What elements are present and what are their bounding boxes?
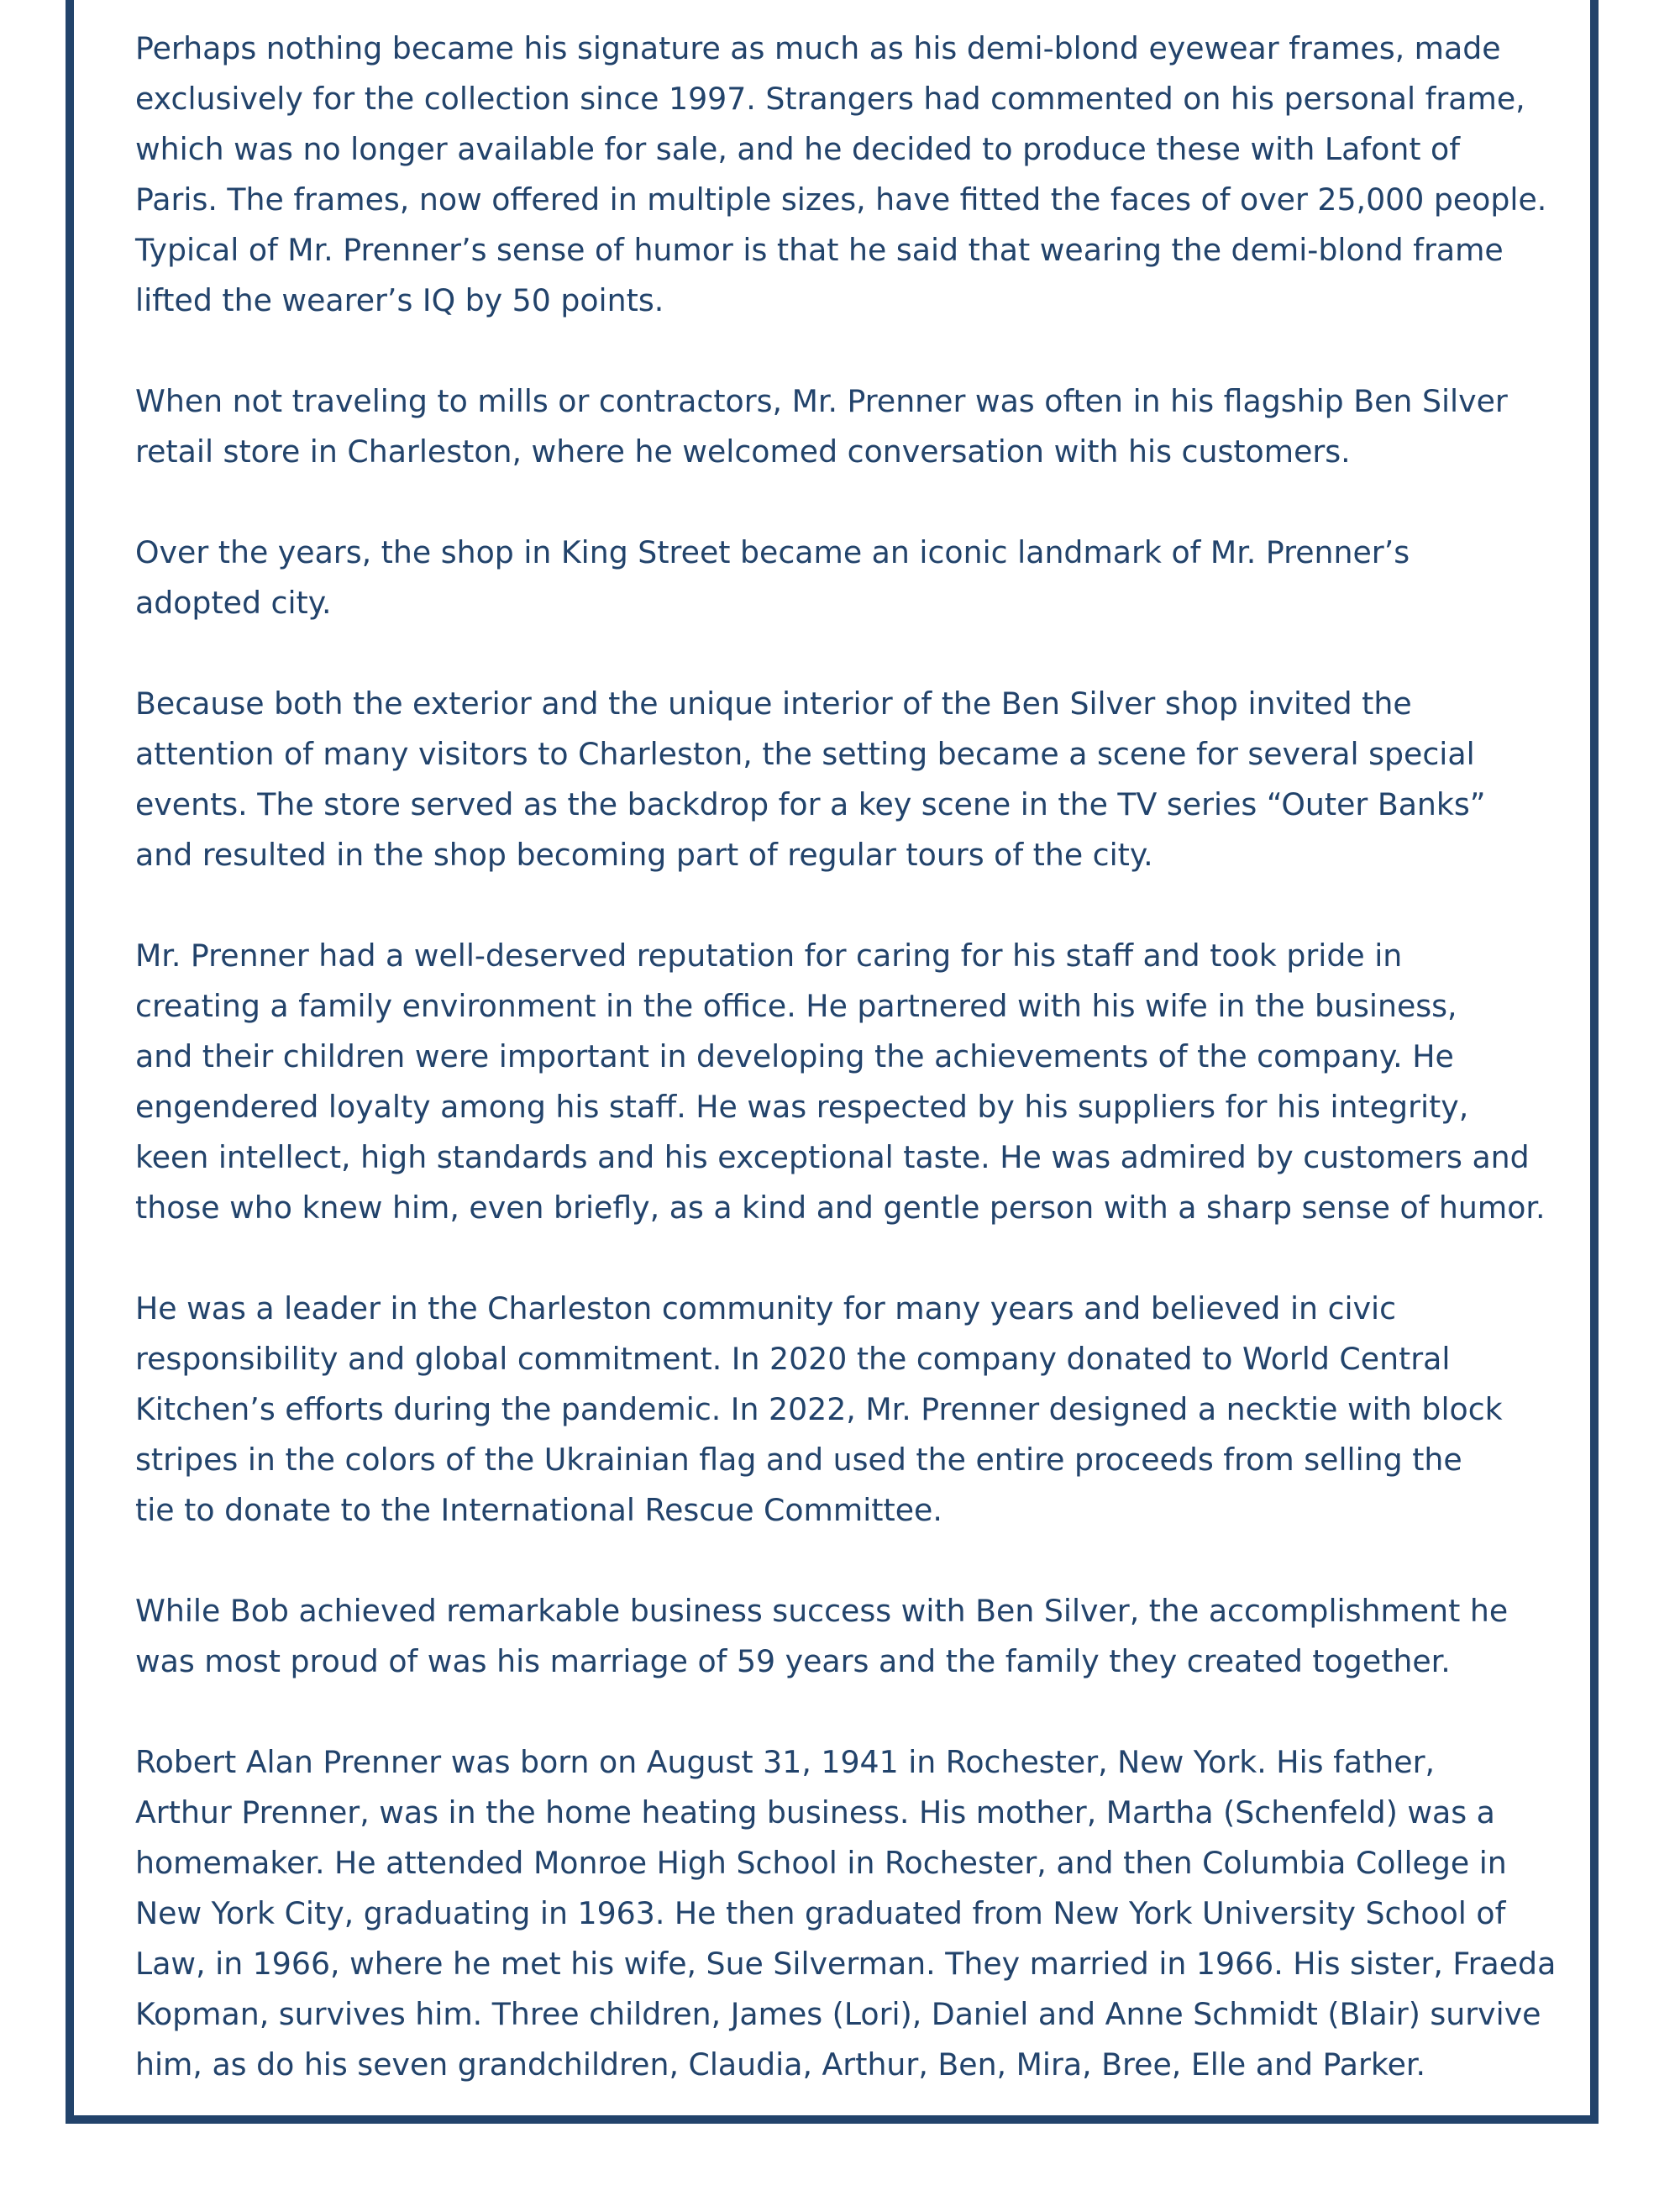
text-line: engendered loyalty among his staff. He was respected by his suppliers for his integrity, [135, 1089, 1469, 1125]
paragraph [135, 528, 1563, 628]
paragraph [135, 1737, 1563, 2090]
text-line: and their children were important in developing the achievements of the company. He [135, 1038, 1454, 1074]
obituary-text [135, 24, 1563, 2090]
text-line: those who knew him, even briefly, as a kind and gentle person with a sharp sense of humor. [135, 1190, 1546, 1226]
paragraph [135, 679, 1563, 880]
text-line: and resulted in the shop becoming part of regular tours of the city. [135, 837, 1153, 873]
text-line: Perhaps nothing became his signature as much as his demi-blond eyewear frames, made [135, 30, 1501, 66]
paragraph [135, 931, 1563, 1233]
text-line: Law, in 1966, where he met his wife, Sue Silverman. They married in 1966. His sister, Fraeda [135, 1946, 1557, 1982]
text-line: adopted city. [135, 585, 332, 621]
text-line: exclusively for the collection since 1997. Strangers had commented on his personal frame, [135, 81, 1525, 117]
text-line: When not traveling to mills or contractors, Mr. Prenner was often in his flagship Ben Silver [135, 383, 1508, 419]
text-line: lifted the wearer’s IQ by 50 points. [135, 282, 664, 318]
text-line: creating a family environment in the office. He partnered with his wife in the business, [135, 988, 1457, 1024]
paragraph [135, 1284, 1563, 1536]
text-line: Over the years, the shop in King Street became an iconic landmark of Mr. Prenner’s [135, 534, 1410, 570]
text-line: attention of many visitors to Charleston, the setting became a scene for several special [135, 736, 1475, 772]
text-line: Because both the exterior and the unique interior of the Ben Silver shop invited the [135, 686, 1412, 722]
text-line: While Bob achieved remarkable business success with Ben Silver, the accomplishment he [135, 1593, 1509, 1629]
text-line: New York City, graduating in 1963. He then graduated from New York University School of [135, 1895, 1506, 1931]
text-line: which was no longer available for sale, and he decided to produce these with Lafont of [135, 131, 1461, 167]
text-line: events. The store served as the backdrop for a key scene in the TV series “Outer Banks” [135, 786, 1486, 822]
text-line: Typical of Mr. Prenner’s sense of humor is that he said that wearing the demi-blond frame [135, 232, 1504, 268]
paragraph [135, 24, 1563, 326]
text-line: Arthur Prenner, was in the home heating business. His mother, Martha (Schenfeld) was a [135, 1794, 1495, 1831]
text-line: Kitchen’s efforts during the pandemic. In 2022, Mr. Prenner designed a necktie with block [135, 1391, 1503, 1427]
paragraph [135, 376, 1563, 477]
text-line: Robert Alan Prenner was born on August 31, 1941 in Rochester, New York. His father, [135, 1744, 1436, 1780]
text-line: homemaker. He attended Monroe High School in Rochester, and then Columbia College in [135, 1845, 1507, 1881]
text-line: responsibility and global commitment. In 2020 the company donated to World Central [135, 1341, 1451, 1377]
text-line: Paris. The frames, now offered in multiple sizes, have fitted the faces of over 25,000 people. [135, 181, 1547, 218]
text-line: keen intellect, high standards and his exceptional taste. He was admired by customers and [135, 1139, 1530, 1175]
text-line: Kopman, survives him. Three children, James (Lori), Daniel and Anne Schmidt (Blair) survive [135, 1996, 1541, 2032]
paragraph [135, 1586, 1563, 1687]
text-line: tie to donate to the International Rescue Committee. [135, 1492, 942, 1528]
text-line: Mr. Prenner had a well-deserved reputation for caring for his staff and took pride in [135, 938, 1403, 974]
text-line: retail store in Charleston, where he welcomed conversation with his customers. [135, 433, 1351, 470]
text-line: He was a leader in the Charleston community for many years and believed in civic [135, 1290, 1397, 1326]
text-line: him, as do his seven grandchildren, Claudia, Arthur, Ben, Mira, Bree, Elle and Parker. [135, 2046, 1425, 2083]
text-line: stripes in the colors of the Ukrainian flag and used the entire proceeds from selling the [135, 1442, 1462, 1478]
text-line: was most proud of was his marriage of 59 years and the family they created together. [135, 1643, 1451, 1679]
